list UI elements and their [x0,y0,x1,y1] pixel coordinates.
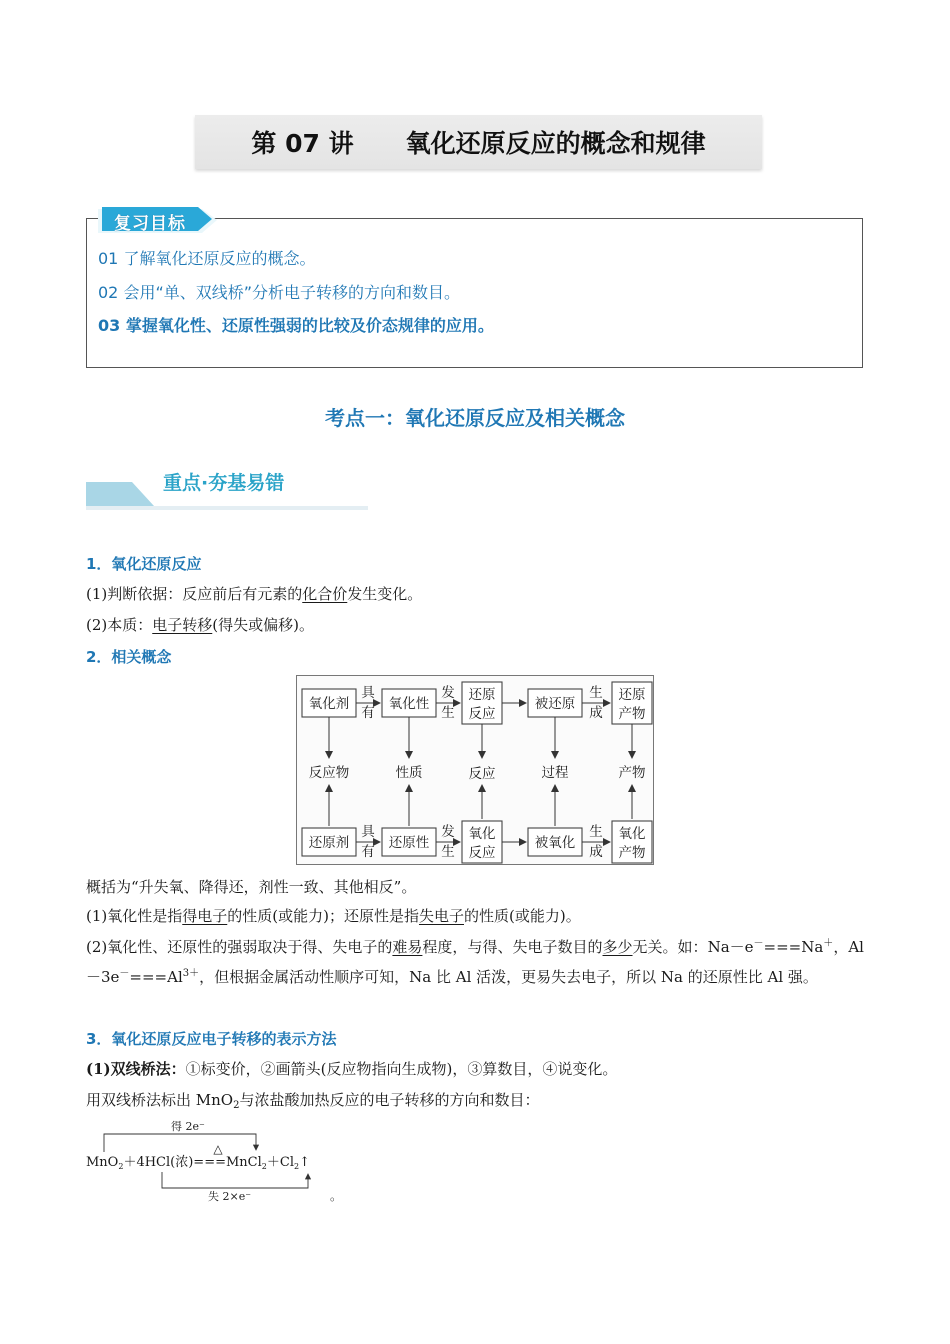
node-reduced: 被还原 [534,696,576,712]
objective-3: 03 掌握氧化性、还原性强弱的比较及价态规律的应用。 [98,316,494,335]
node-oxidized: 被氧化 [534,835,576,851]
equation-text: MnO$_2$＋4HCl(浓)$===MnCl_2+Cl_2↑$ [86,1155,310,1171]
gain-label: 得 2e⁻ [171,1120,205,1133]
banner-title: 重点·夯基易错 [163,472,285,494]
node-oxidation-product-b: 产物 [618,845,646,861]
objectives-tag-label: 复习目标 [114,214,186,234]
edge-label: 具 [361,824,375,840]
lose-label: 失 2×e⁻ [208,1190,252,1203]
para-basis: (1)判断依据：反应前后有元素的化合价发生变化。 [86,585,423,603]
edge-label: 生 [441,844,455,860]
node-reduction-product-a: 还原 [618,687,646,703]
edge-label: 有 [361,844,375,860]
para-example: 用双线桥法标出 MnO$_2$与浓盐酸加热反应的电子转移的方向和数目： [86,1091,540,1111]
lecture-number: 第 07 讲 [251,129,354,158]
section-title: 考点一：氧化还原反应及相关概念 [325,406,625,430]
para-essence: (2)本质：电子转移(得失或偏移)。 [86,616,314,634]
para-definition: (1)氧化性是指得电子的性质(或能力)；还原性是指失电子的性质(或能力)。 [86,907,581,925]
para-strength: (2)氧化性、还原性的强弱取决于得、失电子的难易程度，与得、失电子数目的多少无关。如：Na－e－===Na＋，$Al-3e^-===Al^{3+}$，但根据金属活动性顺序可知，Na 比 Al 活泼，更易失去电子，所以 Na 的还原性比 Al 强。 [86,938,864,986]
edge-label: 发 [441,824,455,840]
middle-label: 过程 [541,765,569,781]
heading-concepts: 2．相关概念 [86,648,172,666]
node-oxidation-b: 反应 [468,845,496,861]
double-bridge-equation [86,1116,366,1208]
edge-label: 生 [441,705,455,721]
edge-label: 成 [589,705,603,721]
node-oxidation-a: 氧化 [468,826,496,842]
node-reduction-product-b: 产物 [618,706,646,722]
node-reducing: 还原性 [388,835,430,851]
para-double-bridge: (1)双线桥法：①标变价，②画箭头(反应物指向生成物)，③算数目，④说变化。 [86,1060,618,1078]
edge-label: 发 [441,685,455,701]
middle-label: 反应 [468,766,496,782]
middle-label: 性质 [395,765,423,781]
edge-label: 生 [589,824,603,840]
node-reduction-a: 还原 [468,687,496,703]
objective-2: 02 会用“单、双线桥”分析电子转移的方向和数目。 [98,283,461,302]
objectives-tag [98,206,218,234]
edge-label: 具 [361,685,375,701]
edge-label: 生 [589,685,603,701]
node-oxidation-product-a: 氧化 [618,826,646,842]
node-oxidizing: 氧化性 [388,696,430,712]
node-reduction-b: 反应 [468,706,496,722]
edge-label: 成 [589,844,603,860]
objective-1: 01 了解氧化还原反应的概念。 [98,249,316,268]
heat-symbol: △ [213,1142,223,1156]
heading-redox: 1．氧化还原反应 [86,555,202,573]
equation-end: 。 [330,1189,343,1203]
concept-diagram [296,675,654,865]
para-summary: 概括为“升失氧、降得还，剂性一致、其他相反”。 [86,878,417,896]
middle-label: 产物 [618,765,646,781]
edge-label: 有 [361,705,375,721]
lecture-topic: 氧化还原反应的概念和规律 [405,129,706,158]
middle-label: 反应物 [308,765,350,781]
node-oxidant: 氧化剂 [308,696,350,712]
heading-methods: 3．氧化还原反应电子转移的表示方法 [86,1030,337,1048]
lecture-title-band [195,115,762,169]
node-reductant: 还原剂 [308,835,350,851]
